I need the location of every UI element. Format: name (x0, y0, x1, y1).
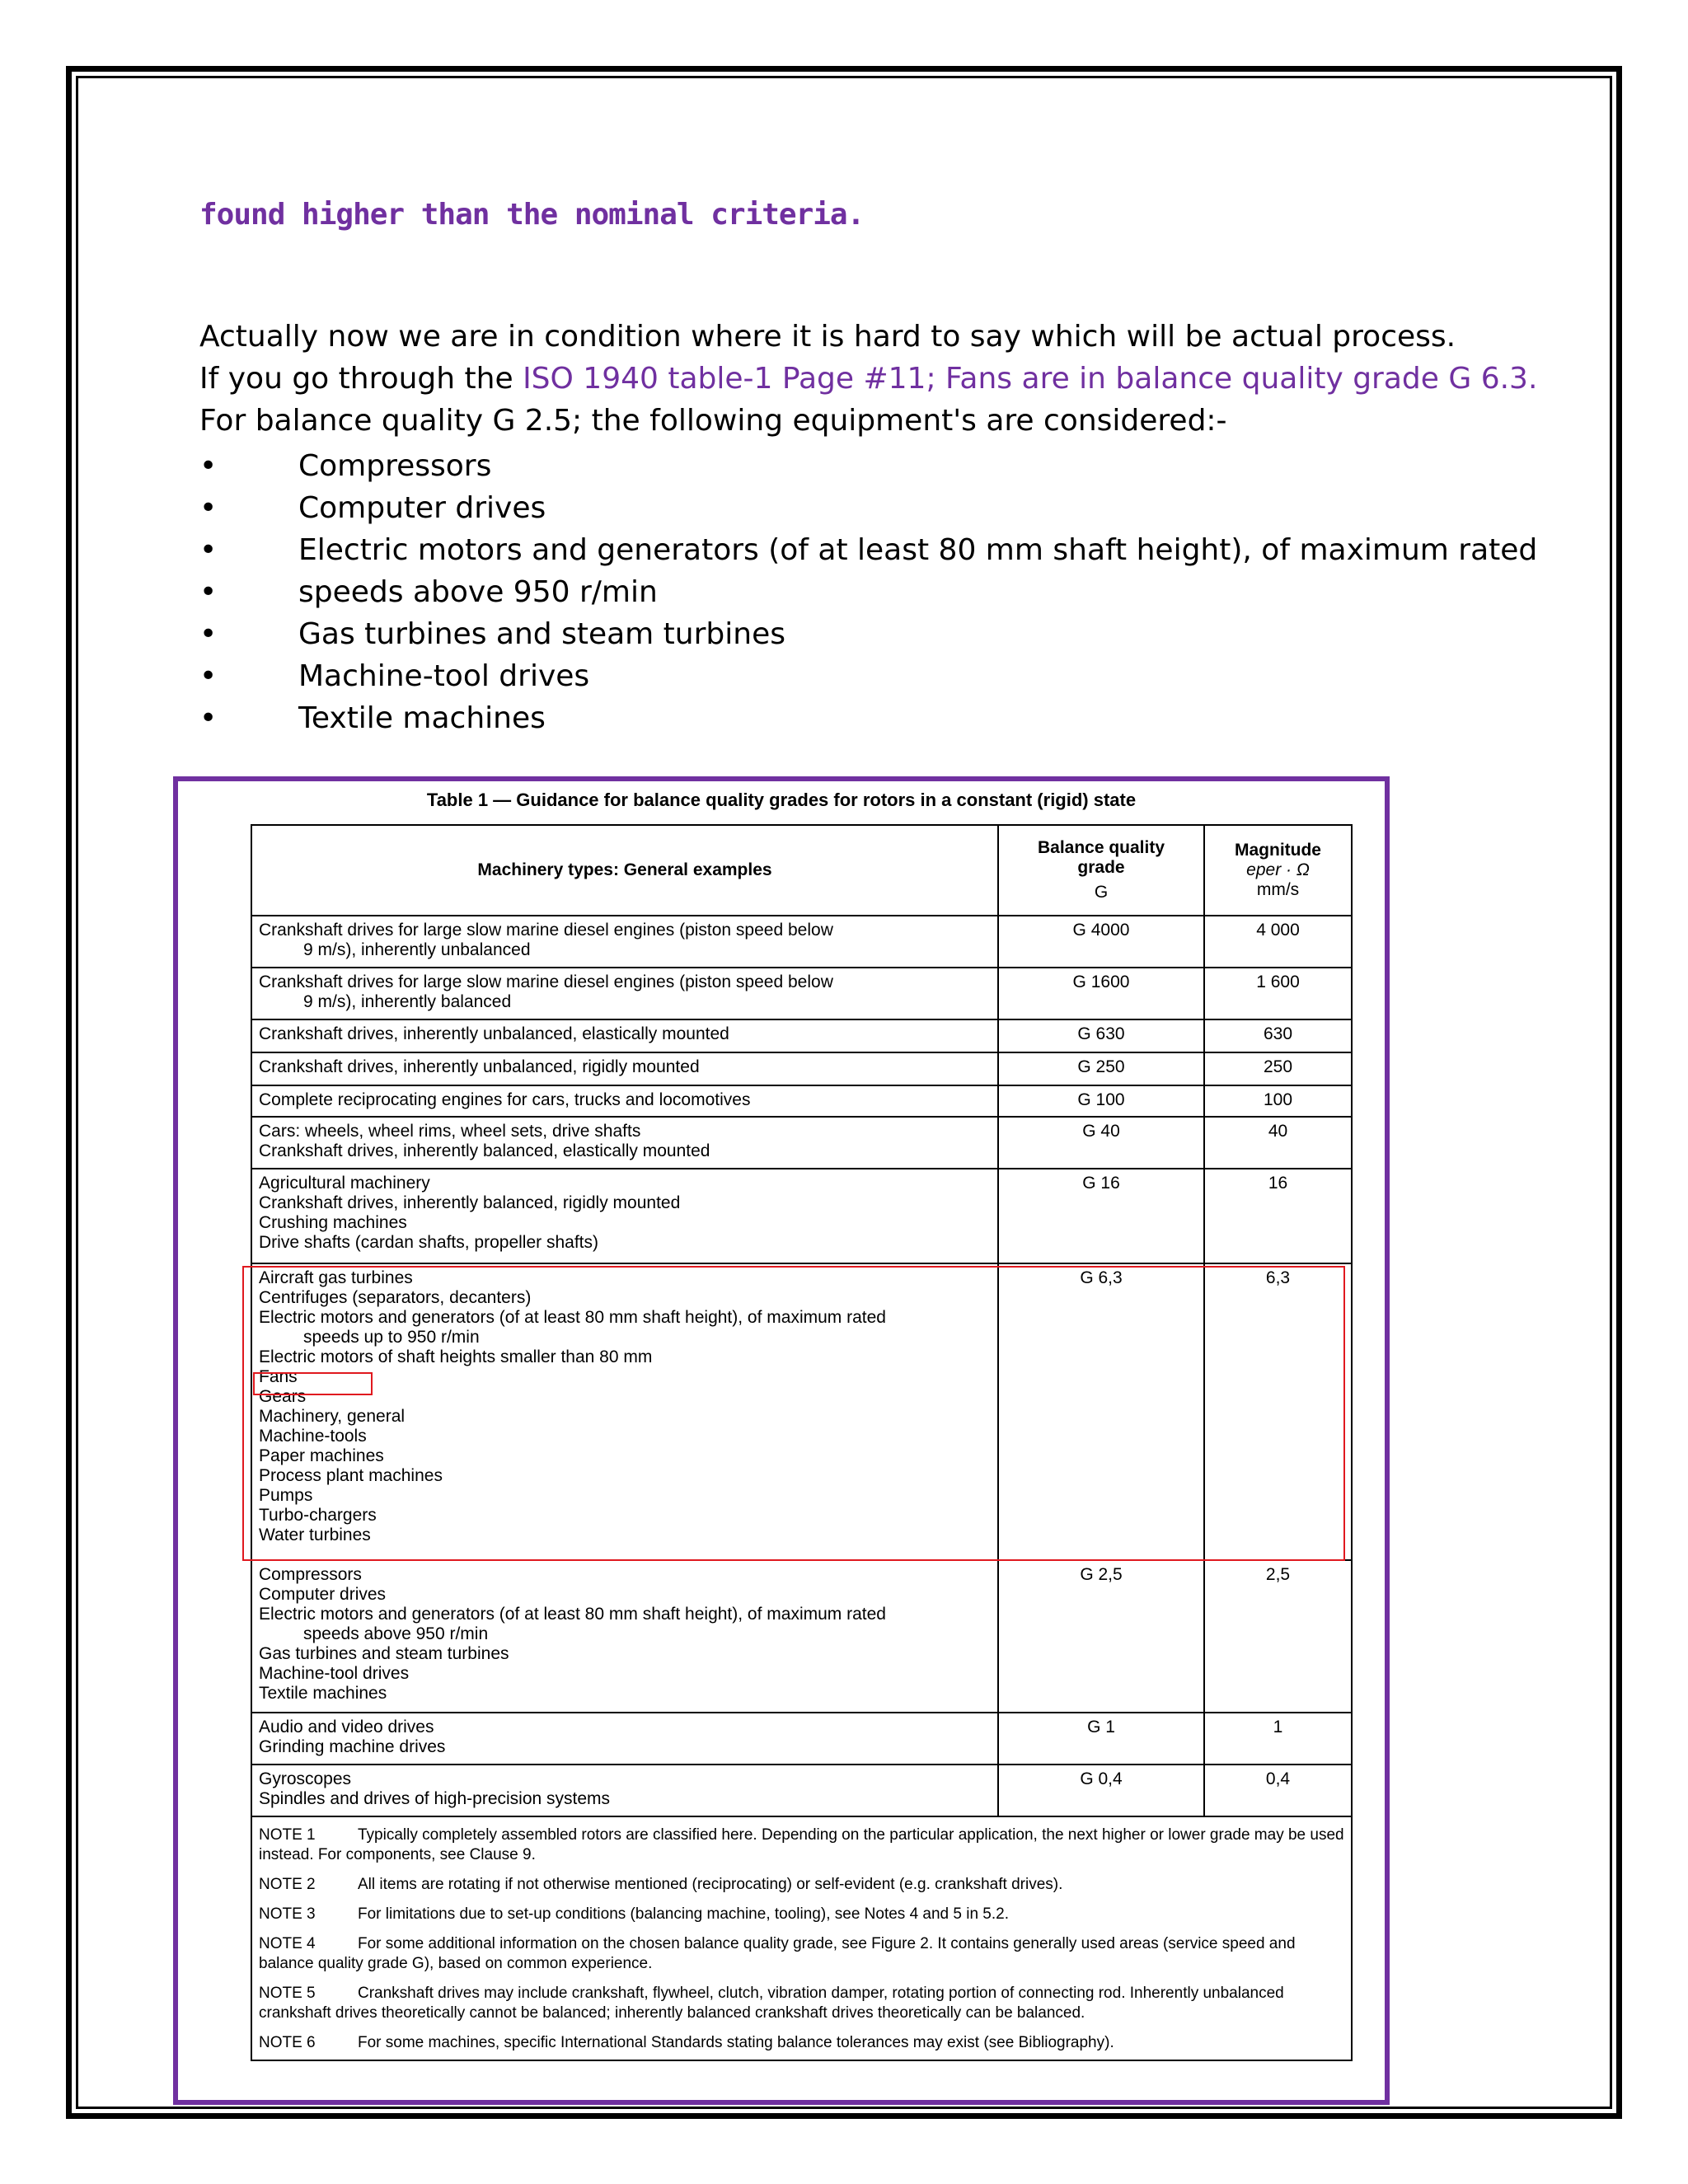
magnitude-cell: 630 (1204, 1019, 1352, 1052)
cell-line: Drive shafts (cardan shafts, propeller shafts) (259, 1233, 599, 1252)
cell-line: Centrifuges (separators, decanters) (259, 1288, 532, 1307)
list-item-text: Electric motors and generators (of at least 80 mm shaft height), of maximum rated (298, 533, 1538, 567)
bullet-icon: • (199, 617, 218, 651)
note-text: Crankshaft drives may include crankshaft, flywheel, clutch, vibration damper, rotating portion of connecting rod. Inherently unbalanced crankshaft drives theoretically cannot be balanced; inherently balanced crankshaft drives theoretically can be balanced. (259, 1985, 1284, 2022)
cell-line: Electric motors of shaft heights smaller than 80 mm (259, 1347, 653, 1366)
header-grade-line-1: Balance quality (1037, 838, 1165, 857)
bullet-icon: • (199, 533, 218, 567)
cell-line: Crankshaft drives for large slow marine diesel engines (piston speed below (259, 921, 833, 940)
grade-cell: G 250 (998, 1052, 1204, 1085)
cell-line: Gas turbines and steam turbines (259, 1644, 509, 1663)
note-item (259, 1875, 1344, 1895)
cell-line: Aircraft gas turbines (259, 1268, 413, 1287)
bullet-icon: • (199, 701, 218, 735)
cell-line: Compressors (259, 1565, 362, 1584)
grade-cell: G 0,4 (998, 1765, 1204, 1816)
table-row (251, 1117, 1352, 1169)
cell-line: Textile machines (259, 1684, 387, 1703)
note-text: All items are rotating if not otherwise mentioned (reciprocating) or self-evident (e.g. crankshaft drives). (358, 1876, 1063, 1893)
machinery-cell: Crankshaft drives, inherently unbalanced, rigidly mounted (251, 1052, 998, 1085)
note-item (259, 1934, 1344, 1974)
cell-line: Electric motors and generators (of at least 80 mm shaft height), of maximum rated (259, 1308, 886, 1327)
cell-line: 9 m/s), inherently unbalanced (303, 940, 531, 959)
list-item-text: Compressors (298, 449, 492, 483)
table-row (251, 968, 1352, 1019)
notes-row (251, 1816, 1352, 2060)
grade-cell: G 2,5 (998, 1560, 1204, 1713)
machinery-cell (251, 1169, 998, 1263)
note-text: For some additional information on the chosen balance quality grade, see Figure 2. It contains generally used areas (service speed and balance quality grade G), based on common experience. (259, 1935, 1296, 1972)
machinery-cell (251, 1765, 998, 1816)
paragraph-line-1: Actually now we are in condition where it is hard to say which will be actual process. (199, 320, 1456, 354)
note-label: NOTE 5 (259, 1985, 316, 2002)
header-grade-line-2: grade (1077, 858, 1125, 877)
cell-line: speeds up to 950 r/min (303, 1328, 480, 1347)
list-item-text: Machine-tool drives (298, 659, 590, 693)
cell-line: Turbo-chargers (259, 1506, 377, 1525)
paragraph-line-2-prefix: If you go through the (199, 362, 523, 396)
cell-line: Paper machines (259, 1446, 384, 1465)
note-label: NOTE 1 (259, 1826, 316, 1844)
note-item (259, 1905, 1344, 1924)
column-header-grade (998, 825, 1204, 916)
machinery-cell (251, 1713, 998, 1765)
cell-line: Process plant machines (259, 1466, 443, 1485)
grade-cell: G 4000 (998, 916, 1204, 968)
bullet-icon: • (199, 449, 218, 483)
cell-line-fans: Fans (259, 1367, 298, 1386)
grade-cell: G 6,3 (998, 1263, 1204, 1560)
table-row (251, 1713, 1352, 1765)
cell-line: Grinding machine drives (259, 1737, 446, 1756)
list-item-text: Textile machines (298, 701, 546, 735)
header-magnitude-line-1: Magnitude (1235, 841, 1321, 860)
cell-line: Gyroscopes (259, 1769, 352, 1788)
machinery-cell: Crankshaft drives, inherently unbalanced, elastically mounted (251, 1019, 998, 1052)
magnitude-cell: 0,4 (1204, 1765, 1352, 1816)
cell-line: Machine-tools (259, 1427, 367, 1446)
table-header-row (251, 825, 1352, 916)
bullet-icon: • (199, 659, 218, 693)
cell-line: Crankshaft drives for large slow marine diesel engines (piston speed below (259, 972, 833, 991)
magnitude-cell: 4 000 (1204, 916, 1352, 968)
paragraph-line-3: For balance quality G 2.5; the following equipment's are considered:- (199, 404, 1227, 438)
machinery-cell: Complete reciprocating engines for cars, trucks and locomotives (251, 1085, 998, 1117)
cell-line: 9 m/s), inherently balanced (303, 992, 512, 1011)
magnitude-cell: 100 (1204, 1085, 1352, 1117)
grade-cell: G 1600 (998, 968, 1204, 1019)
cell-line: Electric motors and generators (of at least 80 mm shaft height), of maximum rated (259, 1605, 886, 1624)
highlight-box-g63-row (242, 1266, 1345, 1561)
cell-line: Agricultural machinery (259, 1174, 430, 1193)
header-magnitude-line-2: eper · Ω (1246, 860, 1310, 879)
cell-line: Water turbines (259, 1526, 371, 1544)
magnitude-cell: 2,5 (1204, 1560, 1352, 1713)
cell-line: Crushing machines (259, 1213, 407, 1232)
bullet-icon: • (199, 491, 218, 525)
cell-line: Audio and video drives (259, 1718, 434, 1736)
bullet-icon: • (199, 575, 218, 609)
table-row (251, 1765, 1352, 1816)
cell-line: Gears (259, 1387, 307, 1406)
machinery-cell (251, 916, 998, 968)
magnitude-cell: 6,3 (1204, 1263, 1352, 1560)
note-item (259, 2033, 1344, 2053)
table-row-g25 (251, 1560, 1352, 1713)
highlight-box-fans (253, 1372, 373, 1395)
note-text: For some machines, specific International Standards stating balance tolerances may exist (see Bibliography). (358, 2034, 1114, 2051)
column-header-magnitude (1204, 825, 1352, 916)
cell-line: Cars: wheels, wheel rims, wheel sets, drive shafts (259, 1122, 641, 1141)
note-label: NOTE 3 (259, 1905, 316, 1923)
iso-reference-link-text: ISO 1940 table-1 Page #11; Fans are in balance quality grade G 6.3. (523, 362, 1538, 396)
list-item-text: Computer drives (298, 491, 546, 525)
page-heading: found higher than the nominal criteria. (199, 198, 865, 232)
table-row (251, 1085, 1352, 1117)
magnitude-cell: 250 (1204, 1052, 1352, 1085)
grade-cell: G 40 (998, 1117, 1204, 1169)
table-row (251, 1052, 1352, 1085)
grade-cell: G 16 (998, 1169, 1204, 1263)
magnitude-cell: 40 (1204, 1117, 1352, 1169)
cell-line: Machinery, general (259, 1407, 406, 1426)
header-grade-line-3: G (1094, 883, 1109, 902)
column-header-machinery: Machinery types: General examples (251, 825, 998, 916)
magnitude-cell: 1 600 (1204, 968, 1352, 1019)
magnitude-cell: 16 (1204, 1169, 1352, 1263)
header-magnitude-line-3: mm/s (1256, 880, 1300, 899)
note-label: NOTE 2 (259, 1876, 316, 1893)
list-item-text: speeds above 950 r/min (298, 575, 658, 609)
note-label: NOTE 6 (259, 2034, 316, 2051)
cell-line: speeds above 950 r/min (303, 1624, 489, 1643)
machinery-cell (251, 1117, 998, 1169)
note-item (259, 1825, 1344, 1865)
cell-line: Computer drives (259, 1585, 387, 1604)
grade-cell: G 630 (998, 1019, 1204, 1052)
grade-cell: G 100 (998, 1085, 1204, 1117)
table-caption: Table 1 — Guidance for balance quality grades for rotors in a constant (rigid) state (426, 790, 1137, 810)
cell-line: Machine-tool drives (259, 1664, 410, 1683)
cell-line: Pumps (259, 1486, 313, 1505)
table-row (251, 916, 1352, 968)
note-item (259, 1984, 1344, 2023)
note-text: Typically completely assembled rotors are classified here. Depending on the particular application, the next higher or lower grade may be used instead. For components, see Clause 9. (259, 1826, 1344, 1863)
machinery-cell (251, 968, 998, 1019)
list-item-text: Gas turbines and steam turbines (298, 617, 785, 651)
table-row (251, 1169, 1352, 1263)
cell-line: Crankshaft drives, inherently balanced, elastically mounted (259, 1141, 710, 1160)
cell-line: Spindles and drives of high-precision systems (259, 1789, 611, 1808)
notes-cell (251, 1816, 1352, 2060)
note-text: For limitations due to set-up conditions (balancing machine, tooling), see Notes 4 and 5 in 5.2. (358, 1905, 1010, 1923)
note-label: NOTE 4 (259, 1935, 316, 1952)
machinery-cell (251, 1560, 998, 1713)
magnitude-cell: 1 (1204, 1713, 1352, 1765)
cell-line: Crankshaft drives, inherently balanced, rigidly mounted (259, 1193, 681, 1212)
table-row (251, 1019, 1352, 1052)
paragraph-line-2 (199, 362, 1537, 396)
grade-cell: G 1 (998, 1713, 1204, 1765)
